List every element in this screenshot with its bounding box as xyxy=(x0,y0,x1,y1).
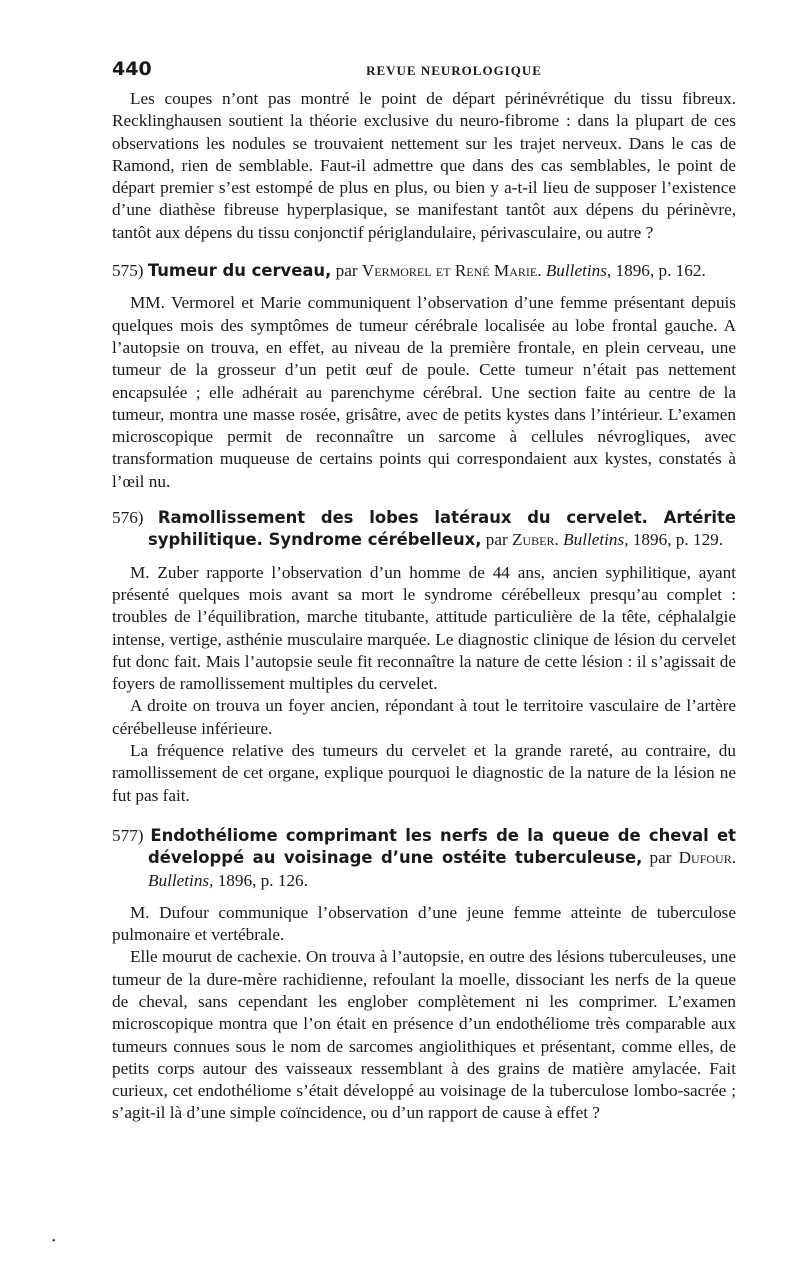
margin-speck: • xyxy=(52,1236,56,1247)
intro-paragraph: Les coupes n’ont pas montré le point de départ périnévrétique du tissu fibreux. Recklinghausen soutient la théorie exclusive du neuro-fibrome : dans la plupart de ces observations les nodules se trouvaient nettement sur les trajet nerveux. Dans le cas de Ramond, rien de semblable. Faut-il admettre que dans des cas semblables, le point de départ premier s’est estompé de plus en plus, ou bien y a-t-il lieu de supposer l’existence d’une diathèse fibreuse hyperplasique, se manifestant tantôt aux dépens du périnèvre, tantôt aux dépens du tissu conjonctif périglandulaire, périvasculaire, ou autre ? xyxy=(112,89,736,242)
entry-paragraph: A droite on trouva un foyer ancien, répondant à tout le territoire vasculaire de l’artère cérébelleuse inférieure. xyxy=(112,696,736,738)
entry-source: Bulletins, xyxy=(563,530,629,550)
entry-paragraph: Elle mourut de cachexie. On trouva à l’autopsie, en outre des lésions tuberculeuses, une tumeur de la dure-mère rachidienne, refoulant la moelle, dissociant les nerfs de la queue de cheval, sans cependant les englober complètement ni les comprimer. L’examen microscopique montra que l’on était en présence d’un endothéliome très comparable aux tumeurs connues sous le nom de sarcomes angiolithiques et présentant, comme elles, de petits corps autour des vaisseaux ressemblant à des grains de matière amylacée. Fait curieux, cet endothéliome s’était développé au voisinage de la tuberculose lombo-sacrée ; s’agit-il là d’une simple coïncidence, ou d’un rapport de cause à effet ? xyxy=(112,947,736,1123)
entry-heading xyxy=(112,260,736,282)
entry-authors: Vermorel et René Marie. xyxy=(361,261,542,281)
entry-number: 575) xyxy=(112,261,144,281)
entry-576 xyxy=(112,507,736,807)
article-body xyxy=(112,88,736,1125)
entry-paragraph: La fréquence relative des tumeurs du cervelet et la grande rareté, au contraire, du ramollissement de cet organe, explique pourquoi le diagnostic de la nature de la lésion ne fut pas fait. xyxy=(112,741,736,805)
entry-ref: 1896, p. 162. xyxy=(615,261,706,281)
entry-ref: 1896, p. 129. xyxy=(632,530,724,550)
entry-source: Bulletins, xyxy=(148,870,214,890)
entry-paragraph: MM. Vermorel et Marie communiquent l’observation d’une femme présentant depuis quelques mois des symptômes de tumeur cérébrale localisée au lobe frontal gauche. A l’autopsie on trouva, en effet, au niveau de la première frontale, en plein cerveau, une tumeur de la grosseur d’un petit œuf de poule. Cette tumeur n’était pas nettement encapsulée ; elle adhérait au parenchyme cérébral. Une section faite au centre de la tumeur, montra une masse rosée, grisâtre, avec de petits kystes dans l’intérieur. L’examen microscopique permit de reconnaître un sarcome à cellules névrogliques, avec transformation muqueuse de certains points qui correspondaient aux kystes, constatés à l’œil nu. xyxy=(112,293,736,491)
page-header xyxy=(112,58,736,88)
entry-title: Tumeur du cerveau, xyxy=(147,261,332,281)
entry-title: Ramollissement des lobes latéraux du cervelet. Artérite syphilitique. Syndrome cérébelleux, xyxy=(148,508,737,550)
entry-authors: Dufour. xyxy=(678,848,736,868)
entry-by: par xyxy=(649,848,672,868)
running-title: REVUE NEUROLOGIQUE xyxy=(366,63,542,78)
entry-ref: 1896, p. 126. xyxy=(217,870,308,890)
entry-by: par xyxy=(485,530,508,550)
page-number: 440 xyxy=(112,58,152,80)
entry-source: Bulletins, xyxy=(545,261,612,281)
entry-number: 577) xyxy=(112,825,144,845)
entry-577 xyxy=(112,825,736,1125)
entry-heading xyxy=(112,825,736,892)
entry-number: 576) xyxy=(112,508,144,528)
entry-authors: Zuber. xyxy=(512,530,559,550)
entry-title: Endothéliome comprimant les nerfs de la queue de cheval et développé au voisinage d’une ostéite tuberculeuse, xyxy=(148,825,736,868)
entry-575 xyxy=(112,260,736,493)
entry-by: par xyxy=(335,261,358,281)
entry-paragraph: M. Dufour communique l’observation d’une jeune femme atteinte de tuberculose pulmonaire et vertébrale. xyxy=(112,902,736,945)
entry-heading xyxy=(112,507,736,552)
entry-paragraph: M. Zuber rapporte l’observation d’un homme de 44 ans, ancien syphilitique, ayant présenté quelques mois avant sa mort le syndrome cérébelleux presqu’au complet : troubles de l’équilibration, marche titubante, attitude particulière de la tête, céphalalgie intense, vertige, asthénie musculaire marquée. Le diagnostic clinique de lésion du cervelet fut donc fait. Mais l’autopsie seule fit reconnaître la nature de cette lésion : il s’agissait de foyers de ramollissement multiples du cervelet. xyxy=(112,562,736,694)
